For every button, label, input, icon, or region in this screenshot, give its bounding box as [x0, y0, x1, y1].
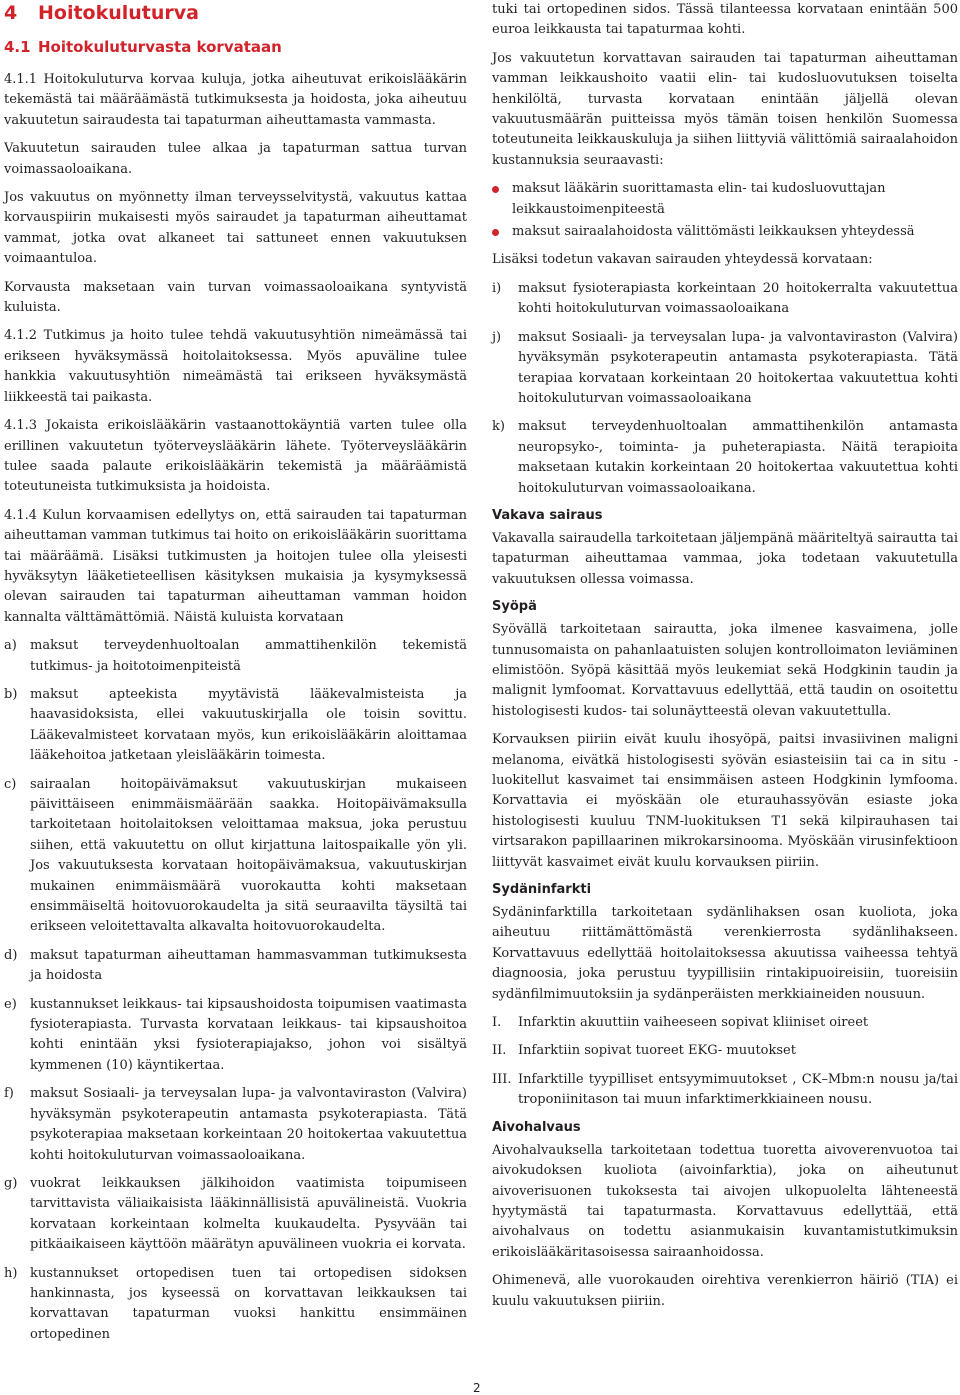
list-label: I.	[492, 1015, 502, 1031]
heading-vakava-sairaus: Vakava sairaus	[492, 507, 603, 523]
list-label: g)	[4, 1175, 18, 1191]
bullet-icon	[492, 179, 512, 220]
section-title: Hoitokuluturva	[38, 2, 199, 24]
bullet-item	[492, 222, 958, 242]
list-text: sairaalan hoitopäivämaksut vakuutuskirjan mukaiseen päivittäiseen enimmäismäärään saakka. Hoitopäivämaksulla tarkoitetaan hoitolaitoksen veloittamaa maksua, joka perustuu siihen, että vakuutettu on ollut kirjattuna laitospaikalle yön yli. Jos vakuutuksesta korvataan hoitopäivämaksua, vakuutuskirjan mukainen enimmäismäärä vuorokautta kohti maksetaan ensimmäiseltä hoitovuorokaudelta ja sitä seuraavilta täysiltä tai erikseen veloitettavalta alkavalta hoitovuorokaudelta.	[30, 776, 467, 935]
paragraph: Ohimenevä, alle vuorokauden oirehtiva verenkierron häiriö (TIA) ei kuulu vakuutuksen piiriin.	[492, 1273, 958, 1309]
list-text: maksut Sosiaali- ja terveysalan lupa- ja valvontaviraston (Valvira) hyväksymän psykoterapeutin antamasta psykoterapiasta. Tätä terapiaa korvataan korkeintaan 20 hoitokertaa vakuutettua kohti hoitokuluturvan voimassaoloaikana	[518, 329, 958, 406]
list-text: maksut apteekista myytävistä lääkevalmisteista ja haavasidoksista, ellei vakuutuskirjalla ole toisin sovittu. Lääkevalmisteet korvataan myös, kun erikoislääkärin aloittamaa lääkehoitoa jatketaan yleislääkärin toimesta.	[30, 686, 467, 764]
list-item-g	[4, 1174, 467, 1256]
list-label: III.	[492, 1071, 512, 1087]
list-label: c)	[4, 776, 17, 792]
list-text: maksut fysioterapiasta korkeintaan 20 hoitokerralta vakuutettua kohti hoitokuluturvan voimassaoloaikana	[518, 280, 958, 317]
list-label: j)	[492, 329, 502, 345]
list-item-i	[492, 279, 958, 320]
paragraph: Jos vakuutus on myönnetty ilman terveysselvitystä, vakuutus kattaa korvauspiirin mukaisesti myös sairaudet ja tapaturman aiheuttamat vammat, jotka ovat alkaneet tai sattuneet ennen vakuutuksen voimaantuloa.	[4, 190, 467, 267]
right-column	[492, 0, 958, 1320]
subsection-title: Hoitokuluturvasta korvataan	[38, 38, 282, 56]
list-label: b)	[4, 686, 18, 702]
list-text: maksut tapaturman aiheuttaman hammasvamman tutkimuksesta ja hoidosta	[30, 947, 467, 984]
list-text: maksut terveydenhuoltoalan ammattihenkilön antamasta neuropsyko-, toiminta- ja puheterapiasta. Näitä terapioita maksetaan kutakin korkeintaan 20 hoitokertaa vakuutettua kohti hoitokuluturvan voimassaoloaikana.	[518, 419, 958, 496]
roman-item-2	[492, 1041, 958, 1061]
list-text: Infarktin akuuttiin vaiheeseen sopivat kliiniset oireet	[518, 1015, 869, 1031]
paragraph: Aivohalvauksella tarkoitetaan todettua tuoretta aivoverenvuotoa tai aivokudoksen kuoliota (aivoinfarktia), joka on aiheutunut aivoverisuonen tukoksesta tai aivojen ulkopuolelta lähteneestä hyytymästä tai tapaturmasta. Korvattavuus edellyttää, että aivohalvaus on todettu asianmukaisin kuvantamistutkimuksin erikoislääkäritasoisessa sairaanhoidossa.	[492, 1142, 958, 1260]
page-number: 2	[473, 1381, 481, 1395]
list-label: a)	[4, 638, 17, 654]
list-label: k)	[492, 419, 505, 435]
list-item-h	[4, 1264, 467, 1346]
list-item-a	[4, 636, 467, 677]
list-label: II.	[492, 1043, 507, 1059]
list-text: kustannukset ortopedisen tuen tai ortopedisen sidoksen hankinnasta, jos kyseessä on korvattavan leikkauksen tai korvattavan tapaturman vuoksi hankittu ensimmäinen ortopedinen	[30, 1265, 467, 1342]
list-text: maksut Sosiaali- ja terveysalan lupa- ja valvontaviraston (Valvira) hyväksymän psykoterapeutin antamasta psykoterapiasta. Tätä psykoterapiaa maksetaan korkeintaan 20 hoitokertaa vakuutettua kohti hoitokuluturvan voimassaoloaikana.	[30, 1086, 467, 1163]
paragraph: Jos vakuutetun korvattavan sairauden tai tapaturman aiheuttaman vamman leikkaushoito vaatii elin- tai kudosluovutuksen toiselta henkilöltä, turvasta korvataan enintään jäljellä olevan vakuutusmäärän puitteissa myös tämän toisen henkilön Suomessa toteutuneita leikkauskuluja ja siihen liittyviä välittömiä sairaalahoidon kustannuksia seuraavasti:	[492, 50, 958, 168]
paragraph-4-1-4: 4.1.4 Kulun korvaamisen edellytys on, että sairauden tai tapaturman aiheuttaman vamman tutkimus tai hoito on erikoislääkärin suorittama tai määräämä. Lisäksi tutkimusten ja hoitojen tulee olla yleisesti hyväksytyn lääketieteellisen käsityksen mukaisia ja kysymyksessä olevan sairauden tai tapaturman aiheuttaman vamman hoidon kannalta välttämättömiä. Näistä kuluista korvataan	[4, 507, 467, 625]
list-item-c	[4, 775, 467, 938]
list-text: Infarktiin sopivat tuoreet EKG- muutokset	[518, 1043, 796, 1059]
paragraph: Syövällä tarkoitetaan sairautta, joka ilmenee kasvaimena, jolle tunnusomaista on pahanlaatuisten solujen kontrolloimaton leviäminen elimistöön. Syöpä käsittää myös leukemiat sekä Hodgkinin taudin ja malignit lymfoomat. Korvattavuus edellyttää, että taudin on osoitettu histologisesti kudos- tai solunäytteestä olevan vakuutettulla.	[492, 622, 958, 719]
paragraph-continued: tuki tai ortopedinen sidos. Tässä tilanteessa korvataan enintään 500 euroa leikkausta tai tapaturmaa kohti.	[492, 2, 958, 38]
paragraph: Lisäksi todetun vakavan sairauden yhteydessä korvataan:	[492, 252, 873, 268]
list-label: e)	[4, 996, 17, 1012]
list-label: f)	[4, 1086, 14, 1102]
bullet-icon	[492, 222, 512, 242]
list-label: i)	[492, 280, 502, 296]
bullet-text: maksut lääkärin suorittamasta elin- tai kudosluovuttajan leikkaustoimenpiteestä	[512, 181, 886, 217]
list-item-e	[4, 995, 467, 1077]
paragraph: Korvauksen piiriin eivät kuulu ihosyöpä, paitsi invasiivinen maligni melanoma, eivätkä histologisesti syövän esiasteisiin tai ca in situ -luokitellut kasvaimet tai ensimmäisen asteen Hodgkinin lymfooma. Korvattavia ei myöskään ole eturauhassyövän esiaste joka histologisesti kuuluu TNM-luokituksen T1 sekä kilpirauhasen tai virtsarakon papillaarinen mikrokarsinooma. Myöskään virusinfektioon liittyvät kasvaimet eivät kuulu korvauksen piiriin.	[492, 732, 958, 870]
heading-aivohalvaus: Aivohalvaus	[492, 1119, 581, 1135]
list-item-k	[492, 417, 958, 499]
section-number: 4	[4, 2, 18, 24]
list-text: Infarktille tyypilliset entsyymimuutokset , CK–Mbm:n nousu ja/tai troponiinitason tai muun infarktimerkkiaineen nousu.	[518, 1071, 958, 1108]
paragraph-4-1-3: 4.1.3 Jokaista erikoislääkärin vastaanottokäyntiä varten tulee olla erillinen vakuutetun työterveyslääkärin lähete. Työterveyslääkärin tulee saada palaute erikoislääkärin tekemistä ja määräämistä toteutuneista tutkimuksista ja hoidoista.	[4, 418, 467, 495]
list-text: vuokrat leikkauksen jälkihoidon vaatimista toipumiseen tarvittavista väliaikaisista lääkinnällisistä apuvälineistä. Vuokria korvataan korkeintaan kolmelta kuukaudelta. Pysyvään tai pitkäaikaiseen käyttöön määrätyn apuvälineen vuokria ei korvata.	[30, 1175, 467, 1253]
list-item-b	[4, 685, 467, 767]
list-label: h)	[4, 1265, 18, 1281]
roman-item-3	[492, 1070, 958, 1111]
list-item-d	[4, 946, 467, 987]
paragraph: Korvausta maksetaan vain turvan voimassaoloaikana syntyvistä kuluista.	[4, 279, 467, 316]
paragraph-4-1-1: 4.1.1 Hoitokuluturva korvaa kuluja, jotka aiheutuvat erikoislääkärin tekemästä tai määräämästä tutkimuksesta ja hoidosta, joka aiheutuu vakuutetun sairaudesta tai tapaturman aiheuttamasta vammasta.	[4, 72, 467, 128]
paragraph: Sydäninfarktilla tarkoitetaan sydänlihaksen osan kuoliota, joka aiheutuu riittämättömästä verenkierrosta sydänlihakseen. Korvattavuus edellyttää hoitolaitoksessa akuutissa vaiheessa tehtyä diagnoosia, joka perustuu tyypillisiin rintakipuoireisiin, tuoreisiin sydänfilmimuutoksiin ja sydänperäisten merkkiaineiden nousuun.	[492, 905, 958, 1002]
paragraph: Vakavalla sairaudella tarkoitetaan jäljempänä määriteltyä sairautta tai tapaturman aiheuttamaa vammaa, joka todetaan vakuutetulla vakuutuksen ollessa voimassa.	[492, 530, 958, 587]
paragraph-4-1-2: 4.1.2 Tutkimus ja hoito tulee tehdä vakuutusyhtiön nimeämässä tai erikseen hyväksymässä hoitolaitoksessa. Myös apuväline tulee hankkia vakuutusyhtiön nimeämästä tai erikseen hyväksymästä liikkeestä tai paikasta.	[4, 328, 467, 405]
section-heading	[4, 0, 467, 24]
bullet-text: maksut sairaalahoidosta välittömästi leikkauksen yhteydessä	[512, 224, 915, 240]
list-text: kustannukset leikkaus- tai kipsaushoidosta toipumisen vaatimasta fysioterapiasta. Turvasta korvataan leikkaus- tai kipsaushoitoa kohti enintään yksi fysioterapiajakso, johon voi sisältyä kymmenen (10) käyntikertaa.	[30, 996, 467, 1073]
paragraph: Vakuutetun sairauden tulee alkaa ja tapaturman sattua turvan voimassaoloaikana.	[4, 141, 467, 177]
bullet-item	[492, 179, 958, 220]
left-column	[4, 0, 467, 1353]
subsection-number: 4.1	[4, 38, 31, 56]
list-text: maksut terveydenhuoltoalan ammattihenkilön tekemistä tutkimus- ja hoitotoimenpiteistä	[30, 638, 467, 674]
list-item-j	[492, 328, 958, 410]
list-item-f	[4, 1084, 467, 1166]
subsection-heading	[4, 36, 467, 58]
heading-syopa: Syöpä	[492, 599, 537, 615]
roman-item-1	[492, 1013, 958, 1033]
heading-sydaninfarkti: Sydäninfarkti	[492, 882, 592, 898]
list-label: d)	[4, 947, 18, 963]
